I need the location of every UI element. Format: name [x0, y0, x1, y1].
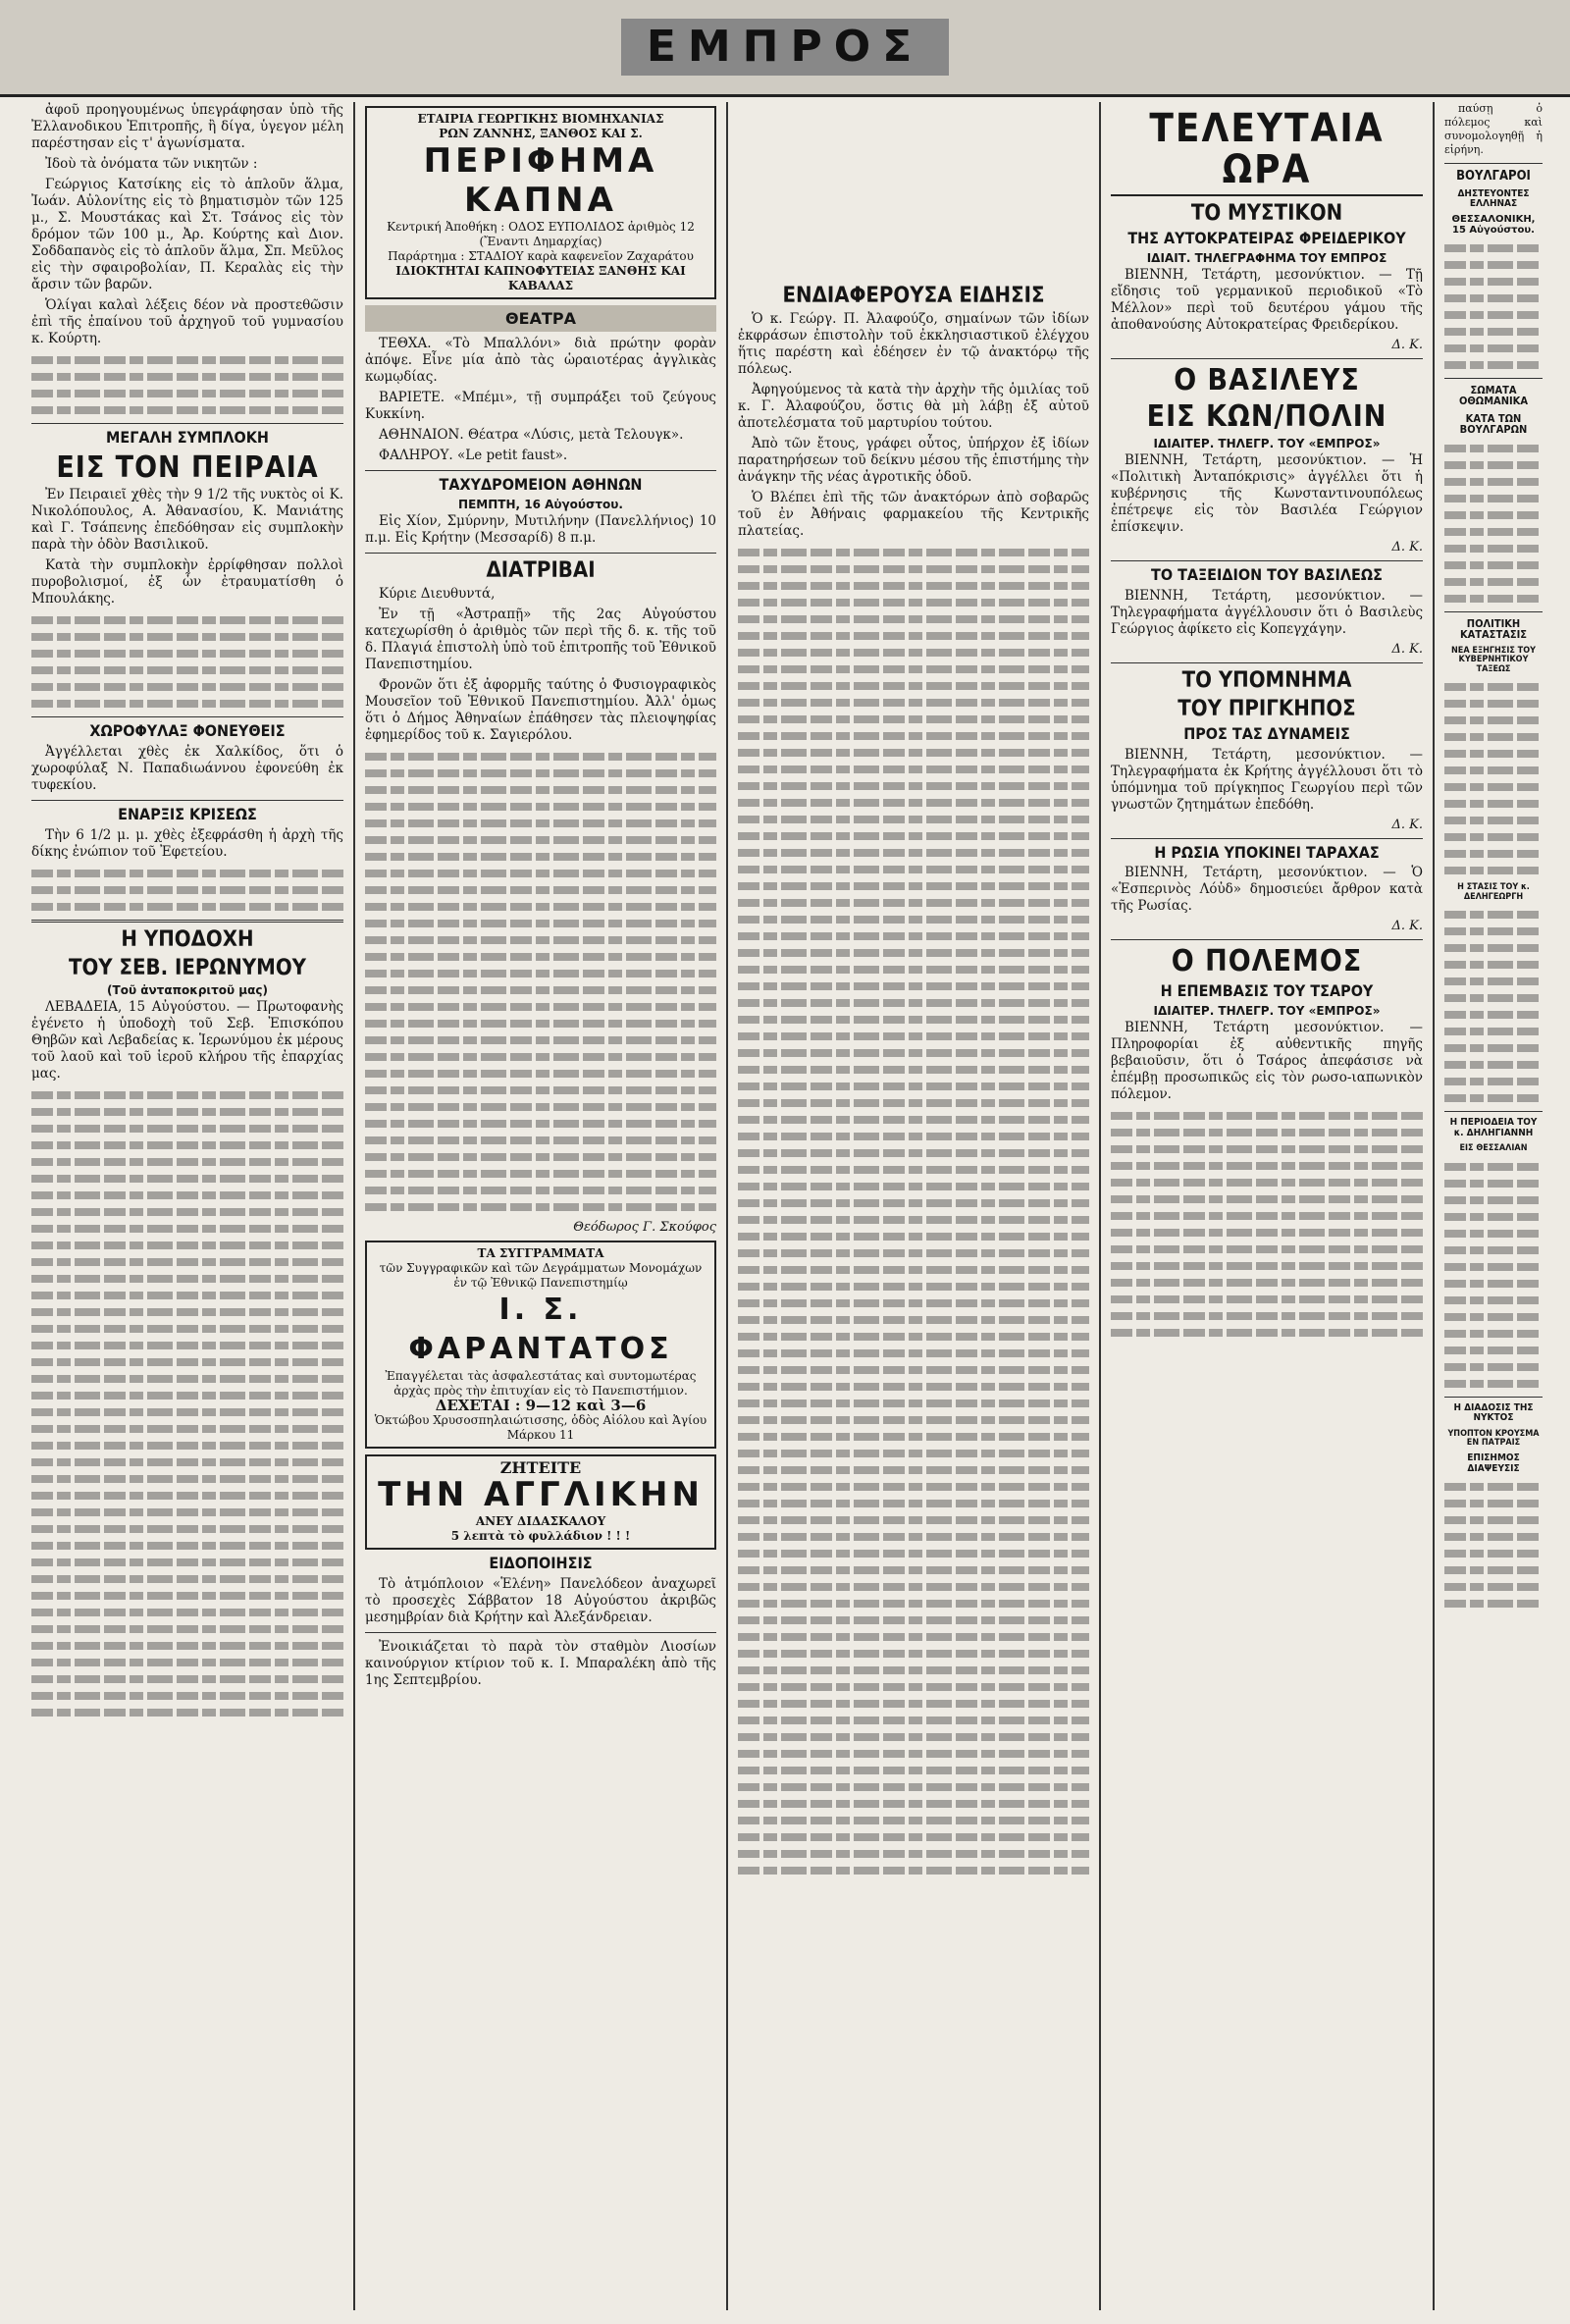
headline: ΔΙΑΤΡΙΒΑΙ [486, 557, 596, 583]
article-text: Ἐν Πειραιεῖ χθὲς τὴν 9 1/2 τῆς νυκτὸς οἱ Κ. Νικολόπουλος, Α. Ἀθανασίου, Κ. Μανιάτης καὶ Γ. Τσάπενης ἐπεδόθησαν εἰς συμπλοκὴν παρὰ τὴν ὁδὸν Βασιλικοῦ. [31, 487, 343, 554]
divider [1111, 838, 1423, 839]
dateline: ΙΔΙΑΙΤΕΡ. ΤΗΛΕΓΡ. ΤΟΥ «ΕΜΠΡΟΣ» [1153, 436, 1381, 450]
headline: Η ΥΠΟΔΟΧΗ [121, 926, 254, 952]
ad-line: ΑΝΕΥ ΔΙΔΑΣΚΑΛΟΥ [475, 1513, 606, 1528]
ad-owners: ΡΩΝ ΖΑΝΝΗΣ, ΞΑΝΘΟΣ ΚΑΙ Σ. [439, 127, 643, 140]
divider [1111, 560, 1423, 561]
divider [31, 716, 343, 717]
divider [1111, 662, 1423, 663]
article-text: ΒΙΕΝΝΗ, Τετάρτη, μεσονύκτιον. — Τηλεγραφήματα ἐκ Κρήτης ἀγγέλλουσι ὅτι τὸ ὑπόμνημα τοῦ πρίγκηπος Γεωργίου περὶ τῶν γνωστῶν ζητημάτων ἐπεδόθη. [1111, 746, 1423, 813]
article-text: Ἐνοικιάζεται τὸ παρὰ τὸν σταθμὸν Λιοσίων καινούργιον κτίριον τοῦ κ. Ι. Μπαραλέκη ἀπὸ τῆς 1ης Σεπτεμβρίου. [365, 1638, 716, 1688]
ad-price: 5 λεπτὰ τὸ φυλλάδιον ! ! ! [450, 1528, 631, 1543]
article-text: ἀφοῦ προηγουμένως ὑπεγράφησαν ὑπὸ τῆς Ἐλλανοδικου Ἐπιτροπῆς, ἢ δίγα, ὑγεγον μέλη παρέστησαν εἰς τ' ἀγωνίσματα. [31, 102, 343, 151]
article-text: ΒΙΕΝΝΗ, Τετάρτη, μεσονύκτιον. — Τῇ εἴδησις τοῦ γερμανικοῦ περιοδικοῦ «Τὸ Μέλλον» περὶ τοῦ δευτέρου γάμου τῆς ἀποθανούσης Αὐτοκρατείρας Φρειδερίκου. [1111, 266, 1423, 333]
headline: ΕΝΑΡΞΙΣ ΚΡΙΣΕΩΣ [118, 805, 257, 824]
headline: ΣΩΜΑΤΑ ΟΘΩΜΑΝΙΚΑ [1458, 383, 1529, 408]
text-lines [1444, 683, 1543, 874]
article-text: παύσῃ ὁ πόλεμος καὶ συνομολογηθῇ ἡ εἰρήνη. [1444, 102, 1543, 156]
headline: ΕΙΣ ΘΕΣΣΑΛΙΑΝ [1459, 1143, 1528, 1154]
headline: ΕΝΔΙΑΦΕΡΟΥΣΑ ΕΙΔΗΣΙΣ [782, 284, 1045, 308]
headline: Ο ΒΑΣΙΛΕΥΣ [1174, 362, 1360, 397]
headline: ΕΙΔΟΠΟΙΗΣΙΣ [489, 1553, 593, 1572]
signature: Δ. Κ. [1391, 919, 1423, 934]
ad-hours: ΔΕΧΕΤΑΙ : 9—12 καὶ 3—6 [435, 1396, 647, 1414]
headline: ΧΩΡΟΦΥΛΑΞ ΦΟΝΕΥΘΕΙΣ [89, 721, 286, 741]
column-1 [22, 102, 355, 2310]
text-lines [1444, 911, 1543, 1102]
ad-heading: ΤΑ ΣΥΓΓΡΑΜΜΑΤΑ [477, 1245, 604, 1260]
ad-heading: ΖΗΤΕΙΤΕ [499, 1457, 582, 1477]
signature: Θεόδωρος Γ. Σκούφος [573, 1219, 716, 1235]
headline: ΤΟ ΜΥΣΤΙΚΟΝ [1190, 201, 1343, 226]
dateline: ΙΔΙΑΙΤ. ΤΗΛΕΓΡΑΦΗΜΑ ΤΟΥ ΕΜΠΡΟΣ [1146, 250, 1387, 265]
text-lines [1111, 1112, 1423, 1337]
headline: ΠΟΛΙΤΙΚΗ ΚΑΤΑΣΤΑΣΙΣ [1459, 616, 1528, 642]
tobacco-advertisement [365, 106, 716, 299]
divider [31, 920, 343, 923]
text-lines [1444, 1483, 1543, 1608]
headline: ΤΟΥ ΣΕΒ. ΙΕΡΩΝΥΜΟΥ [68, 955, 307, 980]
headline: Η ΕΠΕΜΒΑΣΙΣ ΤΟΥ ΤΣΑΡΟΥ [1160, 980, 1374, 1000]
headline: ΤΗΣ ΑΥΤΟΚΡΑΤΕΙΡΑΣ ΦΡΕΙΔΕΡΙΚΟΥ [1127, 229, 1406, 248]
headline: ΒΟΥΛΓΑΡΟΙ [1456, 169, 1531, 184]
divider [31, 423, 343, 424]
text-lines [31, 616, 343, 708]
signature: Δ. Κ. [1391, 337, 1423, 352]
divider [1444, 378, 1543, 379]
divider [1444, 611, 1543, 612]
dateline: ΘΕΣΣΑΛΟΝΙΚΗ, 15 Αὐγούστου. [1451, 213, 1536, 236]
headline: Η ΣΤΑΣΙΣ ΤΟΥ κ. ΔΕΛΗΓΕΩΡΓΗ [1457, 882, 1530, 902]
article-text: Τὸ ἀτμόπλοιον «Ἑλένη» Πανελόδεον ἀναχωρεῖ τὸ προσεχὲς Σάββατον 18 Αὐγούστου ἀκριβῶς μεσημβρίαν διὰ Κρήτην καὶ Ἀλεξάνδρειαν. [365, 1575, 716, 1625]
ad-line: Ὁκτώβου Χρυσοσπηλαιώτισσης, ὁδὸς Αἰόλου καὶ Ἁγίου Μάρκου 11 [374, 1412, 707, 1442]
headline: ΥΠΟΠΤΟΝ ΚΡΟΥΣΜΑ ΕΝ ΠΑΤΡΑΙΣ [1447, 1428, 1540, 1448]
article-text: ΒΑΡΙΕΤΕ. «Μπέμι», τῇ συμπράξει τοῦ ζεύγους Κυκκίνη. [365, 390, 716, 422]
headline: ΤΑΧΥΔΡΟΜΕΙΟΝ ΑΘΗΝΩΝ [439, 475, 643, 494]
article-text: ΦΑΛΗΡΟΥ. «Le petit faust». [379, 448, 568, 463]
article-text: Ὁ κ. Γεώργ. Π. Ἀλαφούζο, σημαίνων τῶν ἰδίων ἐκφράσων ἐπιστολὴν τοῦ ἐκκλησιαστικοῦ ἐλέγχου ἥτις παρέστη καὶ ἐδέησεν ἐν τῷ ἀνακτόρῳ τῆς πόλεως. [738, 311, 1089, 378]
text-lines [1444, 1163, 1543, 1388]
headline: ΕΠΙΣΗΜΟΣ ΔΙΑΨΕΥΣΙΣ [1467, 1452, 1520, 1474]
article-text: Ἀφηγούμενος τὰ κατὰ τὴν ἀρχὴν τῆς ὁμιλίας τοῦ κ. Γ. Ἀλαφούζου, ὅστις θὰ μὴ λάβῃ ἐξ αὐτοῦ ἀποτελέσματα τοῦ μαρτυρίου τούτου. [738, 382, 1089, 432]
text-lines [365, 753, 716, 1211]
masthead [0, 0, 1570, 97]
column-2 [355, 102, 728, 2310]
article-text: Ἀπὸ τῶν ἔτους, γράφει οὗτος, ὑπήρχον ἐξ ἰδίων παρατηρήσεων τοῦ δείκνυ μέσου τῆς ἐπιστήμης τὴν ἀνάγκην τῆς νέας ἀγροτικῆς ὁδοῦ. [738, 436, 1089, 486]
article-text: ΒΙΕΝΝΗ, Τετάρτη, μεσονύκτιον. — Ἡ «Πολιτικὴ Ἀνταπόκρισις» ἀγγέλλει ὅτι ἡ κυβέρνησις τῆς Κωνσταντινουπόλεως ἐπέτρεψε εἰς τὸν Βασιλέα Γεώργιον ἐπίσκεψιν. [1111, 451, 1423, 535]
headline: ΠΡΟΣ ΤΑΣ ΔΥΝΑΜΕΙΣ [1183, 723, 1350, 743]
ad-continuation-space [738, 102, 1089, 279]
text-lines [1444, 244, 1543, 369]
article-text: ΤΕΘΧΑ. «Τὸ Μπαλλόνι» διὰ πρώτην φορὰν ἀπόψε. Εἶνε μία ἀπὸ τὰς ὡραιοτέρας ἀγγλικὰς κωμῳδίας. [365, 336, 716, 385]
headline: ΕΙΣ ΚΩΝ/ΠΟΛΙΝ [1146, 399, 1387, 435]
dateline: ΙΔΙΑΙΤΕΡ. ΤΗΛΕΓΡ. ΤΟΥ «ΕΜΠΡΟΣ» [1153, 1003, 1381, 1018]
article-text: Ἀγγέλλεται χθὲς ἐκ Χαλκίδος, ὅτι ὁ χωροφύλαξ Ν. Παπαδιωάννου ἐφονεύθη ἐκ τυφεκίου. [31, 744, 343, 794]
byline: (Τοῦ ἀνταποκριτοῦ μας) [107, 983, 268, 998]
signature: Δ. Κ. [1391, 641, 1423, 657]
divider [1111, 358, 1423, 359]
column-4 [1101, 102, 1435, 2310]
headline: ΤΟΥ ΠΡΙΓΚΗΠΟΣ [1178, 696, 1356, 721]
text-lines [1444, 445, 1543, 603]
ad-line: Κεντρική Ἀποθήκη : ΟΔΟΣ ΕΥΠΟΛΙΔΟΣ ἀριθμὸς 12 (Ἔναντι Δημαρχίας) [387, 220, 695, 248]
divider [1111, 939, 1423, 940]
article-text: ΒΙΕΝΝΗ, Τετάρτη, μεσονύκτιον. — Ὁ «Ἑσπερινὸς Λόὐδ» δημοσιεύει ἄρθρον κατὰ τῆς Ρωσίας. [1111, 865, 1423, 915]
article-text: ΛΕΒΑΔΕΙΑ, 15 Αὐγούστου. — Πρωτοφανὴς ἐγένετο ἡ ὑποδοχὴ τοῦ Σεβ. Ἐπισκόπου Θηβῶν καὶ Λεβαδείας κ. Ἱερωνύμου ἐκ μέρους τοῦ λαοῦ καὶ τοῦ ἱεροῦ κλήρου τῆς ἐπαρχίας μας. [31, 999, 343, 1083]
article-text: Ἐν τῇ «Ἀστραπῇ» τῆς 2ας Αὐγούστου κατεχωρίσθη ὁ ἀριθμὸς τῶν περὶ τῆς δ. κ. τῆς τοῦ δ. Πλαγιά ἐπιστολὴ ὑπὸ τοῦ ἐπιτροπῆς τοῦ Ἐθνικοῦ Πανεπιστημίου. [365, 606, 716, 672]
article-text: Φρονῶν ὅτι ἐξ ἀφορμῆς ταύτης ὁ Φυσιογραφικὸς Μουσεῖον τοῦ Ἐθνικοῦ Πανεπιστημίου. Ἀλλ' ὁμως ὅτι ὁ Δήμος Ἀθηναίων ἐπάθησεν τὰς πλειοψηφίας ἐφημερίδος τοῦ κ. Σαγιερόλου. [365, 676, 716, 743]
ad-line: Ἐπαγγέλεται τὰς ἀσφαλεστάτας καὶ συντομωτέρας ἀρχὰς πρὸς τὴν ἐπιτυχίαν εἰς τὸ Πανεπιστήμιον. [385, 1368, 697, 1398]
article-text: ΑΘΗΝΑΙΟΝ. Θέατρα «Λύσις, μετὰ Τελουγκ». [379, 427, 684, 443]
section-title: ΤΕΛΕΥΤΑΙΑ ΩΡΑ [1111, 108, 1423, 196]
article-text: Τὴν 6 1/2 μ. μ. χθὲς ἐξεφράσθη ἡ ἀρχὴ τῆς δίκης ἐνώπιον τοῦ Ἐφετείου. [31, 826, 343, 860]
divider [31, 800, 343, 801]
headline: ΚΑΤΑ ΤΩΝ ΒΟΥΛΓΑΡΩΝ [1459, 411, 1528, 437]
ad-line: τῶν Συγγραφικῶν καὶ τῶν Δεγράμματων Μονομάχων ἐν τῷ Ἐθνικῷ Πανεπιστημίῳ [379, 1260, 703, 1290]
article-text: Ὁλίγαι καλαὶ λέξεις δέον νὰ προστεθῶσιν ἐπὶ τῆς ἐπαίνου τοῦ ἀρχηγοῦ τοῦ γυμνασίου κ. Κούρτη. [31, 297, 343, 346]
text-lines [31, 356, 343, 414]
text-lines [31, 870, 343, 911]
article-text: Ἰδοὺ τὰ ὀνόματα τῶν νικητῶν : [45, 156, 258, 172]
headline: Η ΡΩΣΙΑ ΥΠΟΚΙΝΕΙ ΤΑΡΑΧΑΣ [1154, 842, 1380, 862]
text-lines [738, 549, 1089, 1875]
headline: Η ΠΕΡΙΟΔΕΙΑ ΤΟΥ κ. ΔΗΛΗΓΙΑΝΝΗ [1449, 1117, 1538, 1138]
ad-company: ΕΤΑΙΡΙΑ ΓΕΩΡΓΙΚΗΣ ΒΙΟΜΗΧΑΝΙΑΣ [417, 112, 664, 126]
divider [365, 553, 716, 554]
masthead-title: ΕΜΠΡΟΣ [621, 19, 949, 76]
divider [1444, 163, 1543, 164]
divider [365, 1632, 716, 1633]
headline: ΝΕΑ ΕΞΗΓΗΣΙΣ ΤΟΥ ΚΥΒΕΡΝΗΤΙΚΟΥ ΤΑΞΕΩΣ [1451, 645, 1536, 674]
headline: ΤΟ ΥΠΟΜΝΗΜΑ [1181, 667, 1352, 693]
headline: ΜΕΓΑΛΗ ΣΥΜΠΛΟΚΗ [106, 428, 269, 447]
article-text: Κύριε Διευθυντά, [379, 585, 496, 602]
divider [1444, 1111, 1543, 1112]
columns [22, 102, 1552, 2310]
ad-title: ΤΗΝ ΑΓΓΛΙΚΗΝ [378, 1474, 704, 1514]
article-text: Ὁ Βλέπει ἐπὶ τῆς τῶν ἀνακτόρων ἀπὸ σοβαρῶς τοῦ ἐν Ἀθήναις φαρμακείου τῆς Κεντρικῆς πλατείας. [738, 490, 1089, 540]
section-banner: ΘΕΑΤΡΑ [365, 305, 716, 332]
tutor-advertisement [365, 1241, 716, 1449]
article-text: Κατὰ τὴν συμπλοκὴν ἐρρίφθησαν πολλοὶ πυροβολισμοί, ἐξ ὧν ἐτραυματίσθη ὁ Μπουλάκης. [31, 557, 343, 607]
divider [365, 470, 716, 471]
ad-name: Ι. Σ. ΦΑΡΑΝΤΑΤΟΣ [408, 1292, 673, 1366]
column-3 [728, 102, 1101, 2310]
divider [1444, 1397, 1543, 1398]
headline: ΤΟ ΤΑΞΕΙΔΙΟΝ ΤΟΥ ΒΑΣΙΛΕΩΣ [1151, 564, 1383, 584]
article-text: ΒΙΕΝΝΗ, Τετάρτη, μεσονύκτιον. — Τηλεγραφήματα ἀγγέλλουσιν ὅτι ὁ Βασιλεὺς Γεώργιος ἀφίκετο εἰς Κοπεγχάγην. [1111, 587, 1423, 637]
headline: Ο ΠΟΛΕΜΟΣ [1171, 944, 1363, 979]
english-book-advertisement [365, 1454, 716, 1550]
ad-line: Παράρτημα : ΣΤΑΔΙΟΥ καρὰ καφενεῖον Ζαχαράτου [388, 249, 694, 263]
headline: ΕΙΣ ΤΟΝ ΠΕΙΡΑΙΑ [56, 449, 319, 485]
ad-line: ΙΔΙΟΚΤΗΤΑΙ ΚΑΠΝΟΦΥΤΕΙΑΣ ΞΑΝΘΗΣ ΚΑΙ ΚΑΒΑΛΑΣ [395, 264, 686, 292]
dateline: ΠΕΜΠΤΗ, 16 Αὐγούστου. [458, 497, 623, 511]
article-text: Εἰς Χίον, Σμύρνην, Μυτιλήνην (Πανελλήνιος) 10 π.μ. Εἰς Κρήτην (Μεσσαρίδ) 8 π.μ. [365, 512, 716, 546]
signature: Δ. Κ. [1391, 539, 1423, 555]
article-text: ΒΙΕΝΝΗ, Τετάρτη μεσονύκτιον. — Πληροφορίαι ἐξ αὐθεντικῆς πηγῆς βεβαιοῦσιν, ὅτι ὁ Τσάρος ἀπεφάσισε νὰ ἐπέμβῃ προσωπικῶς εἰς τὸν ρωσο-ιαπωνικὸν πόλεμον. [1111, 1019, 1423, 1102]
column-5 [1435, 102, 1552, 2310]
ad-title: ΠΕΡΙΦΗΜΑ ΚΑΠΝΑ [423, 141, 658, 220]
signature: Δ. Κ. [1391, 817, 1423, 832]
headline: Η ΔΙΑΔΟΣΙΣ ΤΗΣ ΝΥΚΤΟΣ [1453, 1401, 1534, 1424]
article-text: Γεώργιος Κατσίκης εἰς τὸ ἁπλοῦν ἅλμα, Ἰωάν. Αὐλονίτης εἰς τὸ βηματισμὸν τῶν 125 μ., Σ. Μουστάκας καὶ Στ. Τσάνος εἰς τὸν δρόμον τῶν 100 μ., Ἀρ. Κούρτης καὶ Διον. Σοδδαπανὸς εἰς τὸ ἁπλοῦν ἅλμα, Σπ. Μεῦλος εἰς τὴν σφαιροβολίαν, Π. Κεραλὰς εἰς τὴν ἄρσιν τῶν βαρῶν. [31, 177, 343, 292]
headline: ΔΗΣΤΕΥΟΝΤΕΣ ΕΛΛΗΝΑΣ [1457, 187, 1530, 210]
text-lines [31, 1091, 343, 1717]
